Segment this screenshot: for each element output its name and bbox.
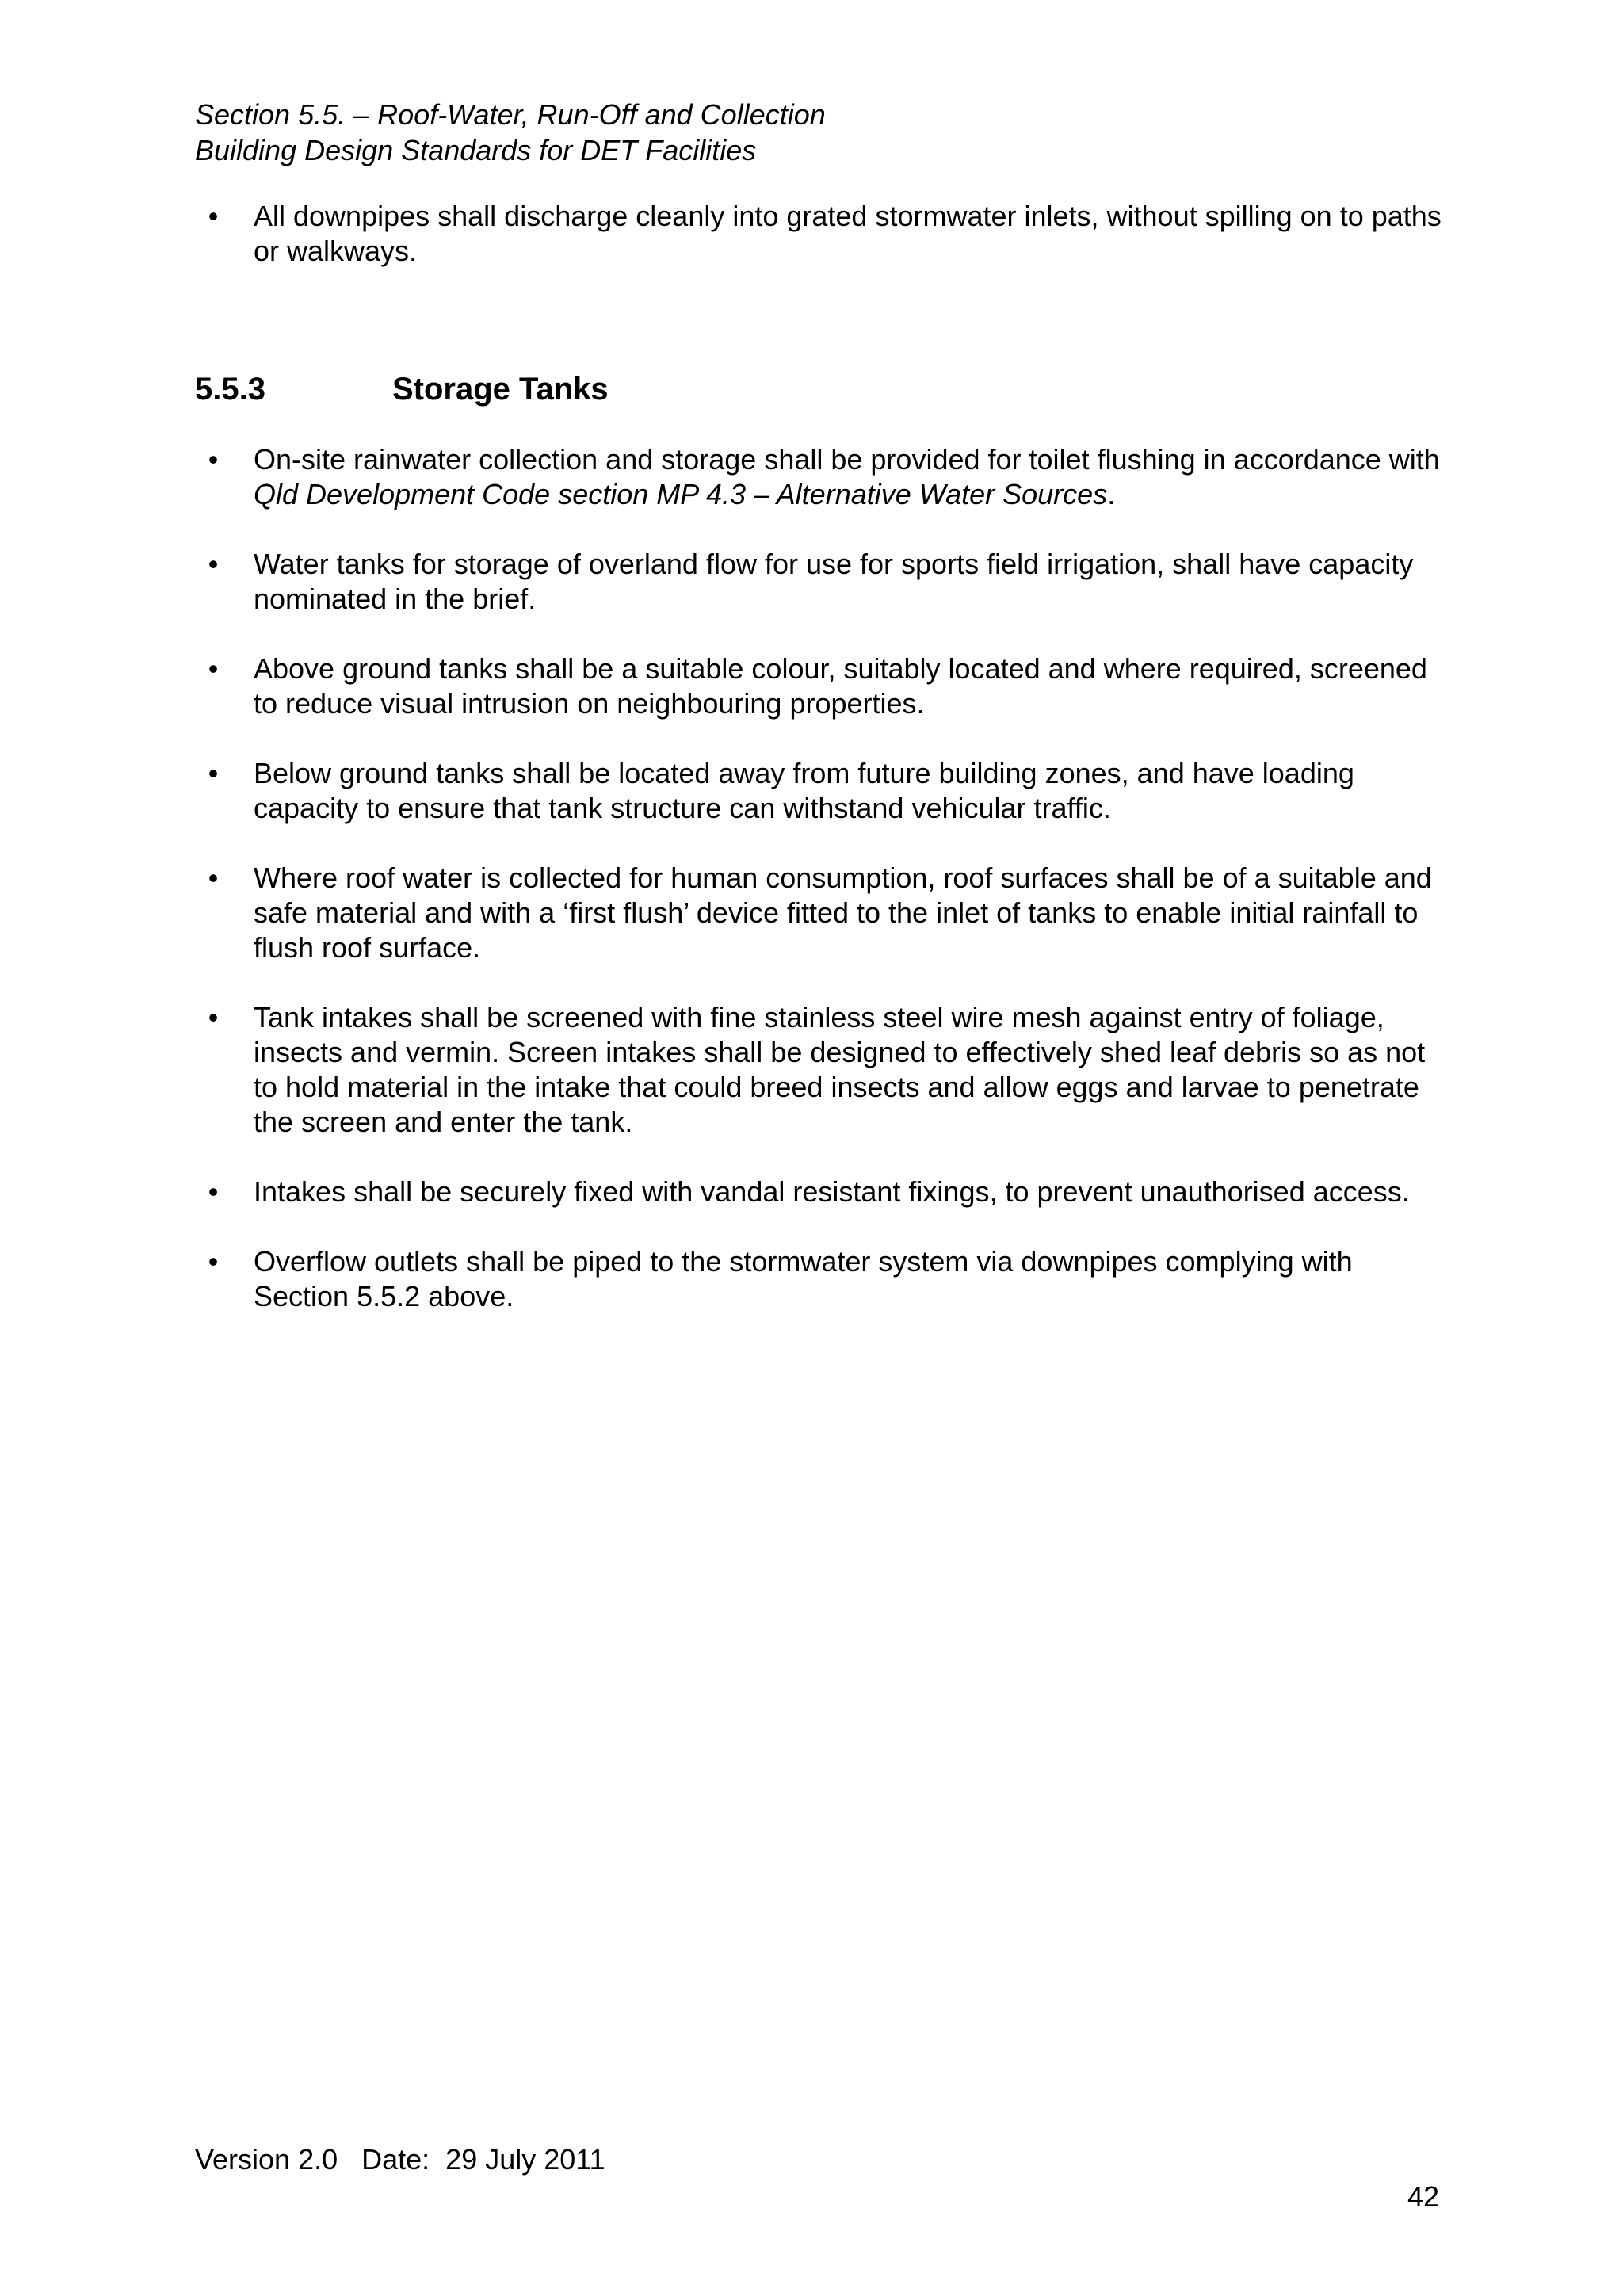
list-item — [195, 547, 1447, 617]
document-header — [195, 97, 826, 168]
list-item-text: Intakes shall be securely fixed with vandal resistant fixings, to prevent unauthorised access. — [254, 1175, 1410, 1208]
bullet-icon: • — [208, 443, 219, 476]
bullet-icon: • — [208, 861, 219, 894]
footer-version-date: Version 2.0 Date: 29 July 2011 — [195, 2143, 605, 2176]
bullet-icon: • — [208, 1245, 219, 1278]
bullet-icon: • — [208, 652, 219, 685]
section-heading — [195, 369, 609, 409]
list-item-text-part: On-site rainwater collection and storage shall be provided for toilet flushing in accordance with — [254, 443, 1440, 476]
list-item-text: Tank intakes shall be screened with fine stainless steel wire mesh against entry of foliage, insects and vermin. Screen intakes shall be designed to effectively shed leaf debris so as not to hold material in the intake that could breed insects and allow eggs and larvae to penetrate the screen and enter the tank. — [254, 1001, 1426, 1138]
header-document-title: Building Design Standards for DET Facilities — [195, 134, 757, 166]
bullet-icon: • — [208, 1175, 219, 1208]
list-item — [195, 199, 1447, 269]
bullet-icon: • — [208, 548, 219, 580]
list-item — [195, 1244, 1447, 1314]
bullet-list-storage-tanks — [195, 442, 1447, 1314]
list-item — [195, 1175, 1447, 1209]
list-item — [195, 651, 1447, 721]
list-item-text: Above ground tanks shall be a suitable colour, suitably located and where required, screened to reduce visual intrusion on neighbouring properties. — [254, 652, 1427, 720]
list-item-text-part: . — [1107, 478, 1116, 510]
list-item-text: Water tanks for storage of overland flow for use for sports field irrigation, shall have capacity nominated in the brief. — [254, 548, 1414, 615]
list-item-text — [254, 443, 1440, 510]
section-title: Storage Tanks — [392, 372, 609, 407]
section-number: 5.5.3 — [195, 372, 265, 407]
list-item-text: Below ground tanks shall be located away from future building zones, and have loading capacity to ensure that tank structure can withstand vehicular traffic. — [254, 757, 1354, 824]
code-reference: Qld Development Code section MP 4.3 – Alternative Water Sources — [254, 478, 1108, 510]
list-item-text: All downpipes shall discharge cleanly into grated stormwater inlets, without spilling on to paths or walkways. — [254, 200, 1442, 267]
bullet-icon: • — [208, 1001, 219, 1033]
bullet-list-top — [195, 199, 1447, 269]
list-item — [195, 756, 1447, 826]
list-item — [195, 442, 1447, 512]
header-section-title: Section 5.5. – Roof-Water, Run-Off and Collection — [195, 98, 826, 131]
bullet-icon: • — [208, 200, 219, 232]
list-item — [195, 1000, 1447, 1140]
bullet-icon: • — [208, 757, 219, 789]
list-item-text: Overflow outlets shall be piped to the stormwater system via downpipes complying with Section 5.5.2 above. — [254, 1245, 1353, 1312]
list-item-text: Where roof water is collected for human consumption, roof surfaces shall be of a suitable and safe material and with a ‘first flush’ device fitted to the inlet of tanks to enable initial rainfall to flush roof surface. — [254, 861, 1432, 964]
list-item — [195, 861, 1447, 965]
page-number: 42 — [1407, 2180, 1439, 2213]
